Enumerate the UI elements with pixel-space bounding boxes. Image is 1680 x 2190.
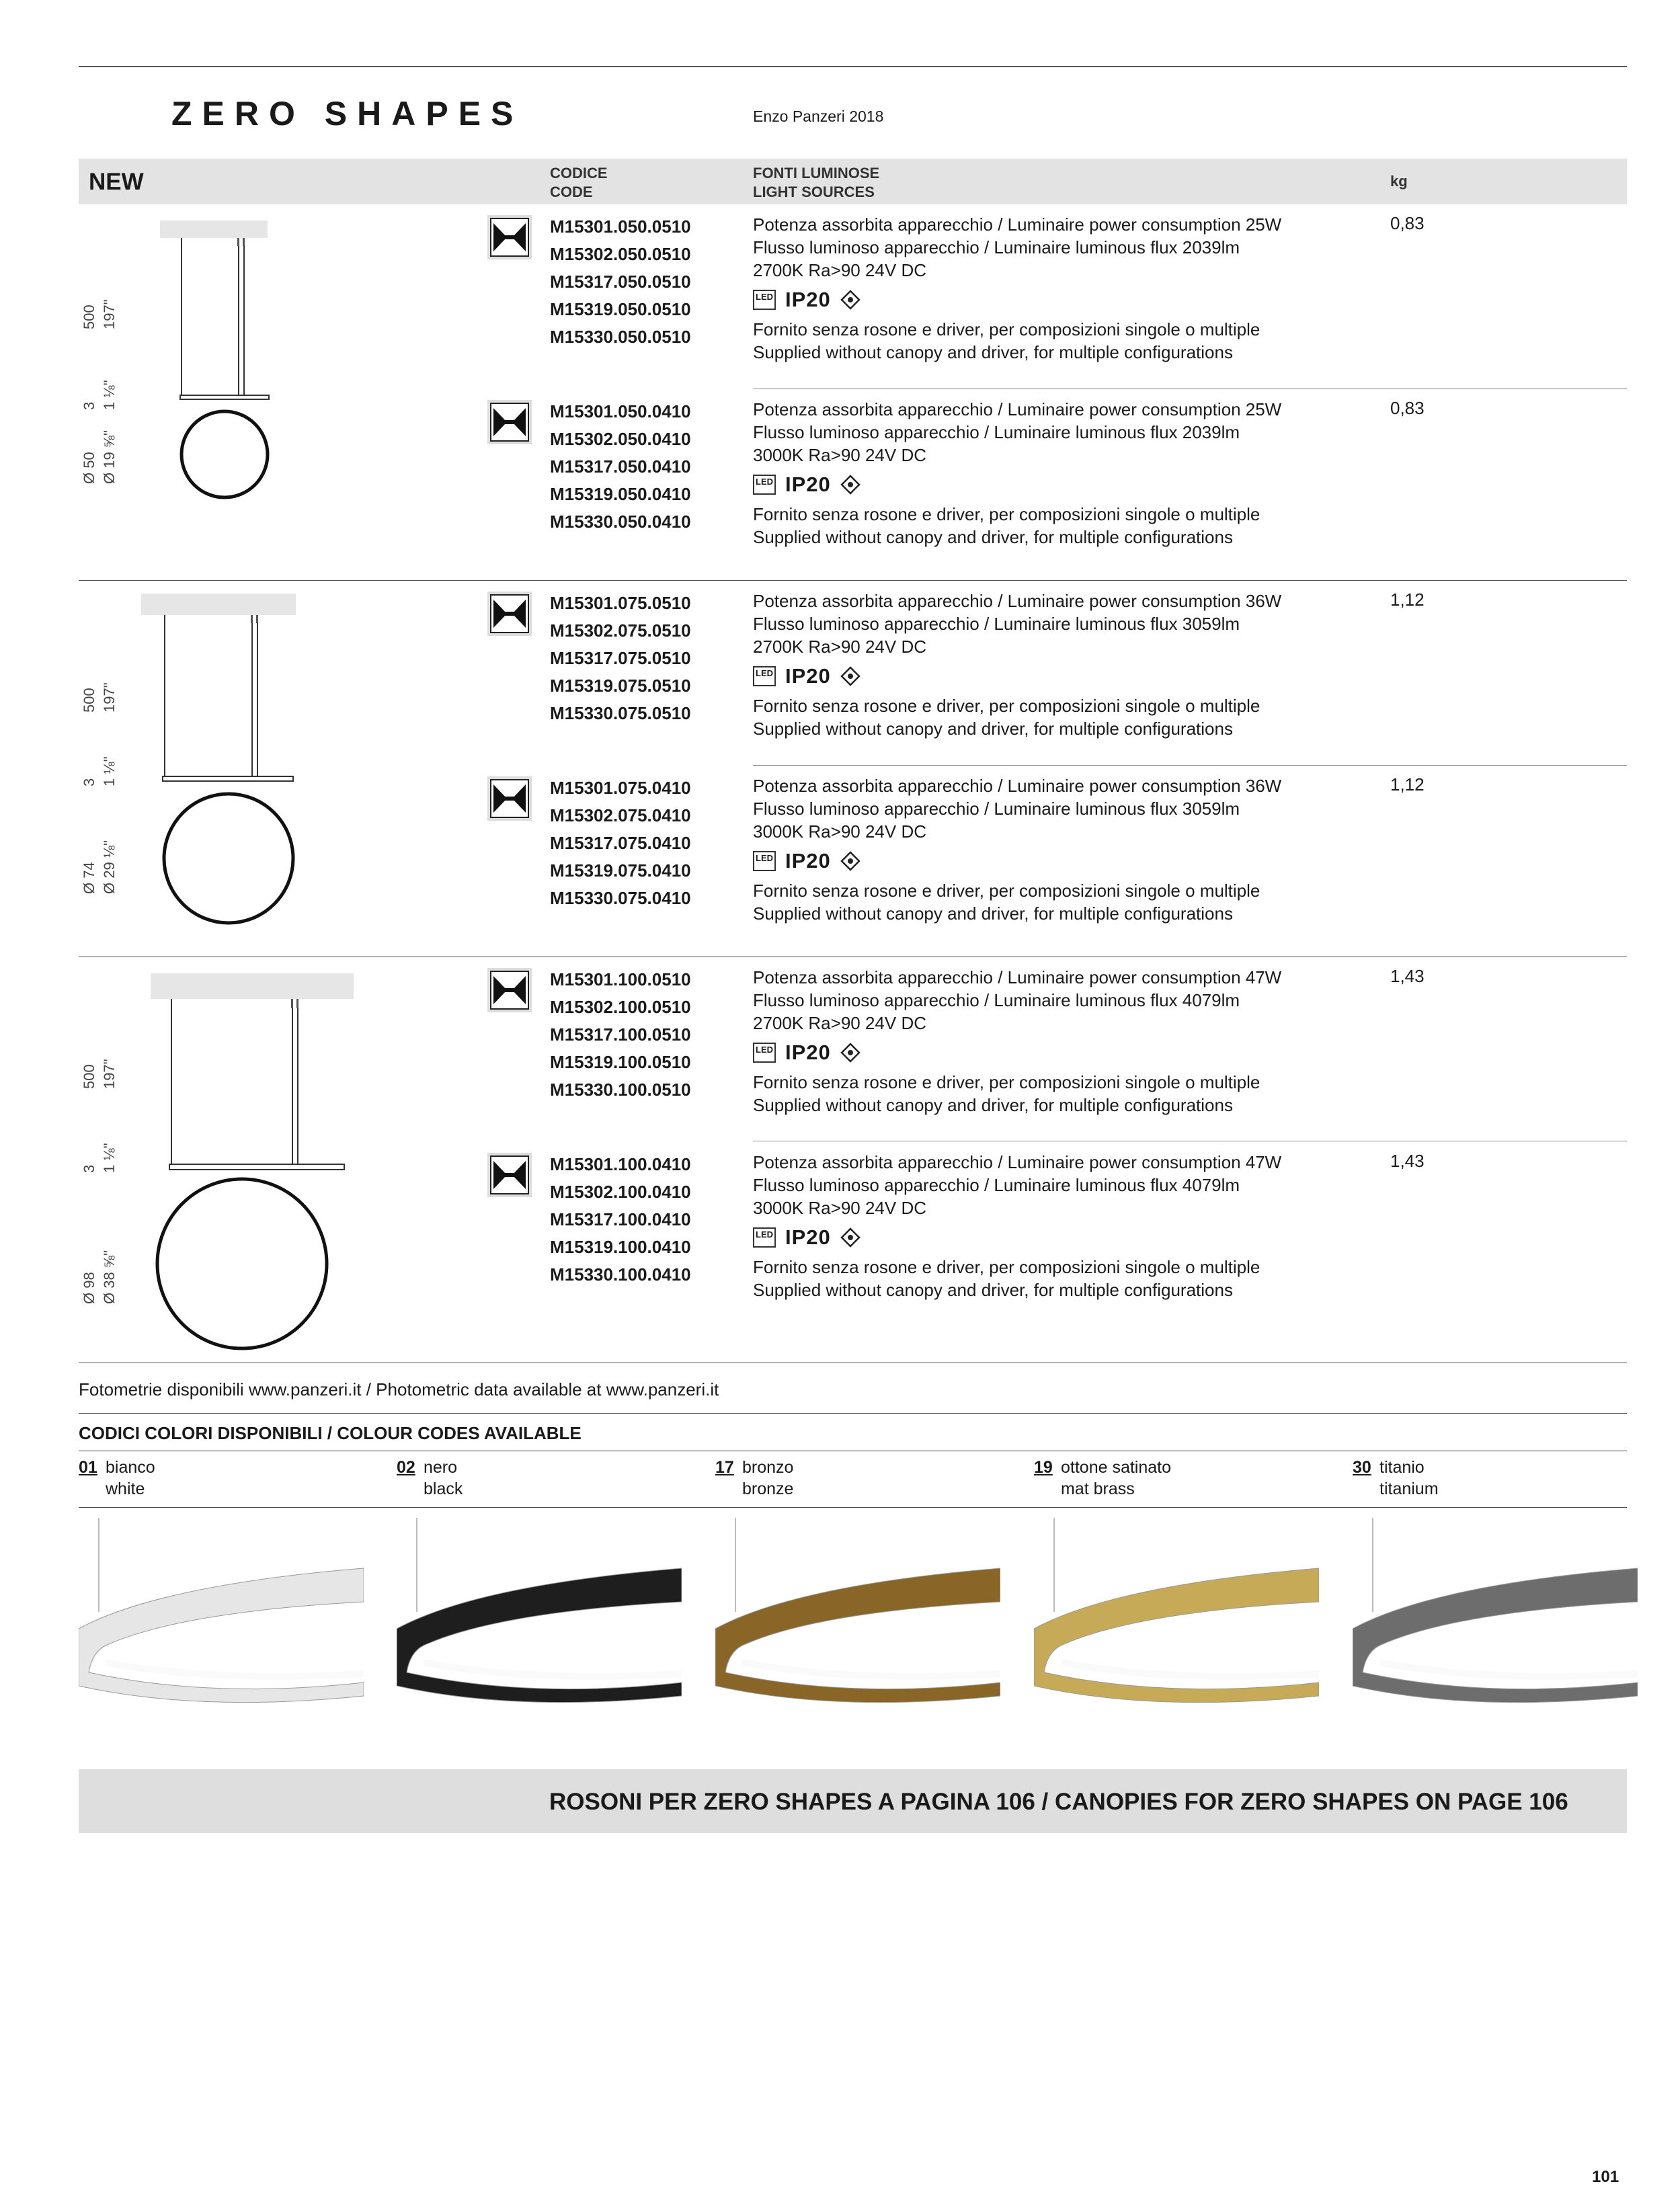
product-code: M15302.050.0410 — [550, 429, 691, 449]
light-source-description — [753, 213, 1324, 364]
product-code: M15301.050.0410 — [550, 401, 691, 421]
colour-codes-title: CODICI COLORI DISPONIBILI / COLOUR CODES AVAILABLE — [79, 1423, 582, 1443]
led-icon: LED — [753, 1043, 776, 1063]
power-text: Potenza assorbita apparecchio / Luminaire power consumption 47W — [753, 967, 1282, 987]
dimension-d-in: Ø 38 ⅝" — [101, 1250, 118, 1304]
product-code: M15330.100.0510 — [550, 1080, 691, 1100]
photometric-note: Fotometrie disponibili www.panzeri.it / Photometric data available at www.panzeri.it — [79, 1379, 719, 1400]
col-sources-header: FONTI LUMINOSE LIGHT SOURCES — [753, 165, 880, 200]
flux-text: Flusso luminoso apparecchio / Luminaire luminous flux 3059lm — [753, 799, 1240, 819]
led-icon: LED — [753, 666, 776, 686]
flux-text: Flusso luminoso apparecchio / Luminaire luminous flux 2039lm — [753, 422, 1240, 442]
class-symbol-icon — [840, 1227, 861, 1248]
product-code: M15301.075.0510 — [550, 593, 691, 613]
power-text: Potenza assorbita apparecchio / Luminaire power consumption 36W — [753, 591, 1282, 611]
emission-icon — [487, 1153, 532, 1197]
led-icon: LED — [753, 475, 776, 495]
flux-text: Flusso luminoso apparecchio / Luminaire luminous flux 4079lm — [753, 990, 1240, 1010]
code-list — [550, 398, 691, 536]
light-source-description — [753, 774, 1324, 925]
code-list — [550, 774, 691, 912]
ip-rating: IP20 — [785, 1041, 831, 1064]
product-code: M15302.100.0410 — [550, 1182, 691, 1202]
drawing-75 — [134, 588, 336, 938]
colour-swatch-30 — [1353, 1518, 1638, 1719]
product-code: M15317.100.0510 — [550, 1024, 691, 1045]
color-temp-text: 3000K Ra>90 24V DC — [753, 445, 927, 465]
light-source-description — [753, 398, 1324, 549]
note-it: Fornito senza rosone e driver, per composizioni singole o multiple — [753, 696, 1261, 716]
power-text: Potenza assorbita apparecchio / Luminaire power consumption 25W — [753, 214, 1282, 235]
weight-value: 0,83 — [1390, 213, 1425, 233]
product-code: M15301.100.0510 — [550, 969, 691, 989]
class-symbol-icon — [840, 851, 861, 871]
dimension-h-mm: 500 — [81, 305, 97, 329]
colour-code-19: 19 ottone satinato mat brass — [1034, 1458, 1172, 1498]
dimension-h-in: 197" — [101, 299, 118, 329]
dimension-t-in: 1 ⅛" — [101, 380, 118, 410]
ip-rating: IP20 — [785, 473, 831, 496]
dimension-d-in: Ø 29 ⅛" — [101, 840, 118, 894]
dimension-d-mm: Ø 74 — [81, 862, 97, 894]
product-code: M15317.100.0410 — [550, 1209, 691, 1229]
product-code: M15317.050.0410 — [550, 456, 691, 477]
ring-100 — [157, 1179, 327, 1348]
product-code: M15302.100.0510 — [550, 997, 691, 1017]
product-code: M15301.100.0410 — [550, 1154, 691, 1174]
class-symbol-icon — [840, 290, 861, 310]
emission-icon — [487, 592, 532, 636]
dimension-h-in: 197" — [101, 682, 118, 713]
note-en: Supplied without canopy and driver, for multiple configurations — [753, 1095, 1233, 1115]
product-code: M15319.050.0410 — [550, 484, 691, 504]
colour-code-02: 02 nero black — [397, 1458, 463, 1498]
product-code: M15330.050.0510 — [550, 327, 691, 347]
dimension-d-mm: Ø 50 — [81, 452, 97, 484]
product-code: M15319.100.0510 — [550, 1052, 691, 1072]
emission-icon — [487, 400, 532, 444]
light-source-description — [753, 1151, 1324, 1301]
led-icon: LED — [753, 1227, 776, 1248]
product-code: M15302.075.0510 — [550, 620, 691, 641]
weight-value: 1,43 — [1390, 1151, 1425, 1171]
note-en: Supplied without canopy and driver, for multiple configurations — [753, 1280, 1233, 1300]
product-code: M15317.075.0510 — [550, 648, 691, 668]
dimension-h-in: 197" — [101, 1059, 118, 1089]
color-temp-text: 2700K Ra>90 24V DC — [753, 260, 927, 280]
colour-code-30: 30 titanio titanium — [1353, 1458, 1439, 1498]
emission-icon — [487, 968, 532, 1012]
led-icon: LED — [753, 851, 776, 871]
ip-rating: IP20 — [785, 1225, 831, 1249]
ring-50 — [182, 411, 268, 497]
rule — [79, 1507, 1627, 1508]
weight-value: 1,12 — [1390, 774, 1425, 795]
product-code: M15330.100.0410 — [550, 1264, 691, 1285]
class-symbol-icon — [840, 1043, 861, 1063]
weight-value: 1,12 — [1390, 590, 1425, 610]
ip-rating: IP20 — [785, 849, 831, 873]
code-list — [550, 1151, 691, 1289]
product-code: M15319.075.0510 — [550, 676, 691, 696]
product-code: M15302.075.0410 — [550, 805, 691, 825]
page-number: 101 — [1592, 2168, 1619, 2186]
ring-75 — [164, 794, 293, 923]
dimension-t-mm: 3 — [81, 778, 97, 786]
ip-rating: IP20 — [785, 288, 831, 311]
product-code: M15319.050.0510 — [550, 299, 691, 319]
power-text: Potenza assorbita apparecchio / Luminaire power consumption 36W — [753, 776, 1282, 796]
dimension-t-in: 1 ⅛" — [101, 756, 118, 786]
code-list — [550, 213, 691, 351]
note-it: Fornito senza rosone e driver, per composizioni singole o multiple — [753, 1072, 1261, 1092]
led-icon: LED — [753, 290, 776, 310]
designer-credit: Enzo Panzeri 2018 — [753, 108, 884, 125]
color-temp-text: 2700K Ra>90 24V DC — [753, 1013, 927, 1033]
col-code-header: CODICE CODE — [550, 165, 608, 200]
product-code: M15330.050.0410 — [550, 512, 691, 532]
dimension-t-mm: 3 — [81, 1164, 97, 1173]
product-code: M15330.075.0510 — [550, 703, 691, 723]
class-symbol-icon — [840, 475, 861, 495]
drawing-50 — [155, 215, 356, 511]
note-en: Supplied without canopy and driver, for multiple configurations — [753, 527, 1233, 547]
product-code: M15319.075.0410 — [550, 860, 691, 881]
color-temp-text: 3000K Ra>90 24V DC — [753, 821, 927, 842]
table-header — [79, 159, 1627, 204]
canopy-shape — [160, 220, 268, 238]
light-source-description — [753, 590, 1324, 740]
dimension-h-mm: 500 — [81, 688, 97, 713]
colour-swatch-19 — [1034, 1518, 1319, 1719]
flux-text: Flusso luminoso apparecchio / Luminaire luminous flux 3059lm — [753, 614, 1240, 634]
weight-value: 0,83 — [1390, 398, 1425, 418]
note-en: Supplied without canopy and driver, for multiple configurations — [753, 719, 1233, 739]
product-code: M15317.075.0410 — [550, 833, 691, 853]
rule — [79, 1413, 1627, 1414]
colour-code-01: 01 bianco white — [79, 1458, 155, 1498]
flux-text: Flusso luminoso apparecchio / Luminaire luminous flux 4079lm — [753, 1175, 1240, 1195]
note-it: Fornito senza rosone e driver, per composizioni singole o multiple — [753, 1257, 1261, 1277]
light-source-description — [753, 966, 1324, 1117]
code-list — [550, 590, 691, 727]
product-code: M15319.100.0410 — [550, 1237, 691, 1257]
color-temp-text: 3000K Ra>90 24V DC — [753, 1198, 927, 1218]
product-code: M15317.050.0510 — [550, 272, 691, 292]
weight-value: 1,43 — [1390, 966, 1425, 986]
col-kg-header: kg — [1390, 173, 1408, 190]
product-code: M15330.075.0410 — [550, 888, 691, 908]
flux-text: Flusso luminoso apparecchio / Luminaire luminous flux 2039lm — [753, 237, 1240, 257]
class-symbol-icon — [840, 666, 861, 686]
code-list — [550, 966, 691, 1104]
drawing-100 — [141, 968, 356, 1365]
product-code: M15301.050.0510 — [550, 216, 691, 237]
dimension-d-in: Ø 19 ⅝" — [101, 430, 118, 484]
ip-rating: IP20 — [785, 664, 831, 688]
colour-code-17: 17 bronzo bronze — [715, 1458, 794, 1498]
product-code: M15302.050.0510 — [550, 244, 691, 264]
note-it: Fornito senza rosone e driver, per composizioni singole o multiple — [753, 319, 1261, 339]
power-text: Potenza assorbita apparecchio / Luminaire power consumption 47W — [753, 1152, 1282, 1172]
note-it: Fornito senza rosone e driver, per composizioni singole o multiple — [753, 504, 1261, 524]
dimension-t-in: 1 ⅛" — [101, 1143, 118, 1173]
canopy-banner: ROSONI PER ZERO SHAPES A PAGINA 106 / CANOPIES FOR ZERO SHAPES ON PAGE 106 — [79, 1769, 1627, 1833]
colour-swatch-17 — [715, 1518, 1000, 1719]
new-label: NEW — [89, 169, 144, 195]
emission-icon — [487, 776, 532, 821]
emission-icon — [487, 215, 532, 259]
color-temp-text: 2700K Ra>90 24V DC — [753, 637, 927, 657]
colour-swatch-02 — [397, 1518, 682, 1719]
colour-swatch-01 — [79, 1518, 364, 1719]
dimension-h-mm: 500 — [81, 1064, 97, 1089]
dimension-t-mm: 3 — [81, 401, 97, 410]
power-text: Potenza assorbita apparecchio / Luminaire power consumption 25W — [753, 399, 1282, 419]
dimension-d-mm: Ø 98 — [81, 1272, 97, 1304]
note-en: Supplied without canopy and driver, for multiple configurations — [753, 342, 1233, 362]
top-rule — [79, 66, 1627, 67]
note-it: Fornito senza rosone e driver, per composizioni singole o multiple — [753, 881, 1261, 901]
note-en: Supplied without canopy and driver, for multiple configurations — [753, 903, 1233, 924]
product-code: M15301.075.0410 — [550, 778, 691, 798]
brand-title: ZERO SHAPES — [171, 95, 524, 132]
